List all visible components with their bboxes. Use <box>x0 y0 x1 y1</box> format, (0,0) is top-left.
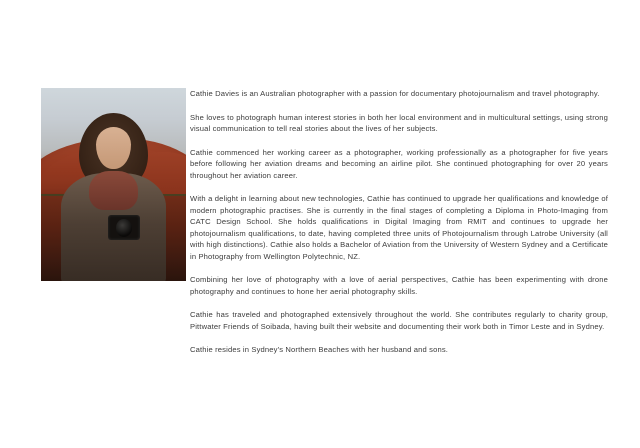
bio-paragraph: Cathie has traveled and photographed extensively throughout the world. She contributes regularly to charity group, Pittwater Friends of Soibada, having built their website and documenting their work both in Timor Leste and in Sydney. <box>190 310 608 331</box>
bio-paragraph: Cathie resides in Sydney's Northern Beaches with her husband and sons. <box>190 345 449 354</box>
bio-paragraph: With a delight in learning about new technologies, Cathie has continued to upgrade her qualifications and knowledge of modern photographic practises. She is currently in the final stages of completing a Diploma in Photo-Imaging from CATC Design School. She holds qualifications in Digital Imaging from RMIT and continues to upgrade her photojournalism qualifications, to date, having completed three units of Photojournalism through Latrobe University (all with high distinctions). Cathie also holds a Bachelor of Aviation from the University of Western Sydney and a Certificate in Photography from Wellington Polytechnic, NZ. <box>190 194 608 261</box>
portrait-column <box>0 0 186 281</box>
biography-text-column <box>186 0 640 356</box>
bio-paragraph: Cathie Davies is an Australian photographer with a passion for documentary photojournalism and travel photography. <box>190 89 600 98</box>
bio-paragraph: Combining her love of photography with a love of aerial perspectives, Cathie has been experimenting with drone photography and continues to hone her aerial photography skills. <box>190 275 608 296</box>
camera-lens-icon <box>116 219 132 236</box>
bio-paragraph: Cathie commenced her working career as a photographer, working professionally as a photographer for five years before following her aviation dreams and becoming an airline pilot. She continued photographing for over 20 years throughout her aviation career. <box>190 147 608 180</box>
subject-scarf <box>89 171 138 210</box>
portrait-photo <box>41 88 186 281</box>
bio-paragraph: She loves to photograph human interest stories in both her local environment and in multicultural settings, using strong visual communication to tell real stories about the lives of her subjects. <box>190 112 608 133</box>
